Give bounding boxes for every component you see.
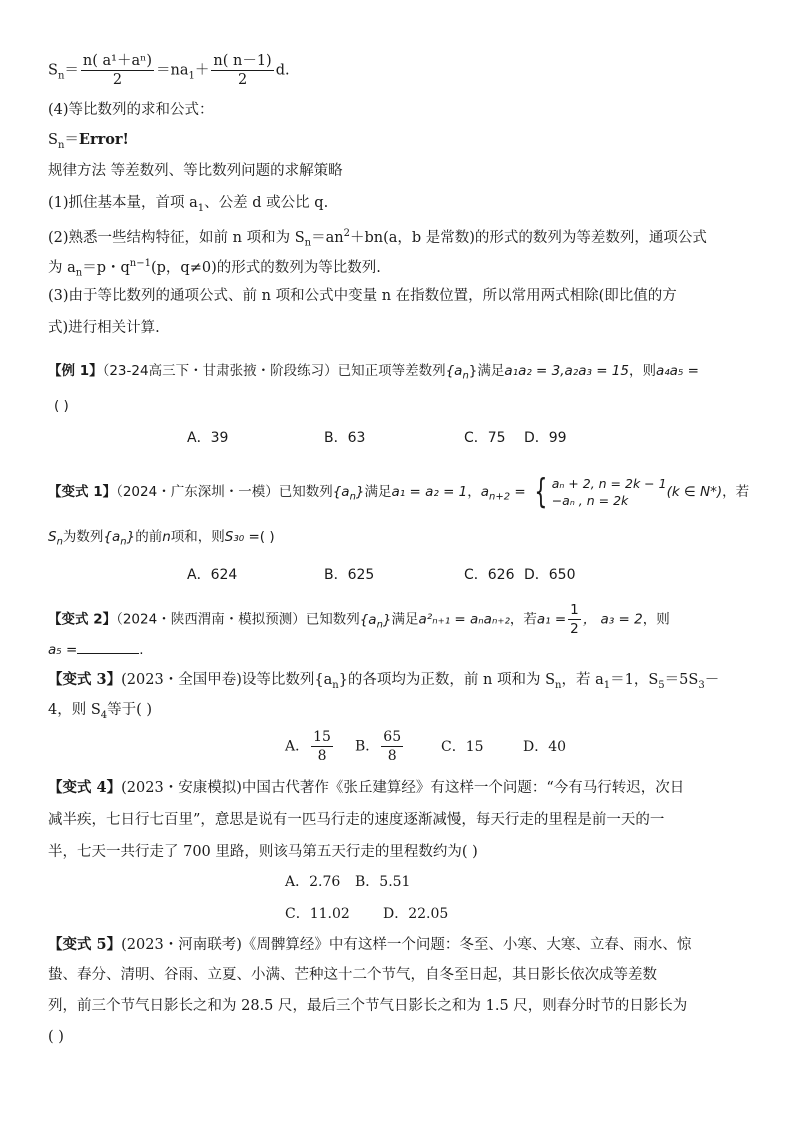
- variant4-line3: 半，七天一共行走了 700 里路，则该马第五天行走的里程数约为( ): [48, 844, 478, 860]
- p2l2-text-b: ＝p・q: [82, 259, 130, 276]
- example1-option-c: C．75: [464, 430, 506, 446]
- variant2-cond: a²ₙ₊₁ = aₙaₙ₊₂: [418, 611, 510, 628]
- example1-source: （23-24高三下・甘肃张掖・阶段练习）: [102, 363, 338, 379]
- variant2-seq: $\{a_n\}$: [359, 611, 392, 631]
- variant5-line3: 列，前三个节气日影长之和为 28.5 尺，最后三个节气日影长之和为 1.5 尺，则春分时节的日影长为: [48, 998, 688, 1014]
- variant1-rec-lhs: a: [480, 484, 490, 500]
- method-title: 规律方法 等差数列、等比数列问题的求解策略: [48, 163, 343, 179]
- variant1-sn: $S_n$: [48, 529, 63, 548]
- example1-tag: 【例 1】: [48, 363, 103, 379]
- variant1-case-1: aₙ + 2, n = 2k − 1: [551, 476, 667, 491]
- v3-opt-a-num: 15: [313, 729, 331, 745]
- formula-plus: ＋: [194, 62, 210, 79]
- v3-opt-b-den: 8: [387, 748, 397, 764]
- variant3-line1: [48, 670, 719, 696]
- variant2-line2: [48, 640, 144, 660]
- variant1-line2a: 为数列: [62, 529, 104, 545]
- variant2-text2: 满足: [391, 611, 419, 628]
- method-point-2-line2: [48, 254, 381, 284]
- variant3-option-b: [355, 728, 405, 765]
- variant1-text: 已知数列: [278, 484, 333, 500]
- example1-ask: a₄a₅ =: [655, 363, 699, 379]
- p2l2-text: 为 a: [48, 259, 76, 276]
- example1-text: 已知正项等差数列: [337, 363, 446, 379]
- variant5-line1: [48, 935, 691, 955]
- sn-sub: n: [57, 139, 65, 151]
- frac1-den: 2: [112, 72, 123, 88]
- v3-sub-n: n: [332, 679, 339, 691]
- variant2-ze: ，则: [642, 611, 670, 628]
- formula-sn: S: [48, 62, 58, 79]
- variant2-ruo: ，若: [509, 611, 537, 628]
- variant3-text2: 4，则 S: [48, 702, 101, 718]
- variant1-tag: 【变式 1】: [48, 484, 117, 500]
- variant1-eq: =: [510, 484, 531, 500]
- sn-eq: ＝: [64, 132, 79, 148]
- variant4-option-b: B．5.51: [355, 874, 411, 890]
- variant4-text1: (2023・安康模拟)中国古代著作《张丘建算经》有这样一个问题：“今有马行转迟，次日: [121, 780, 685, 796]
- variant3-option-c: C．15: [441, 739, 484, 755]
- error-text: Error!: [78, 131, 129, 148]
- variant1-cond: a₁ = a₂ = 1: [391, 484, 468, 500]
- v3-sub-1: 1: [603, 679, 611, 691]
- variant3-text1f: －: [704, 672, 720, 688]
- p1-text: (1)抓住基本量，首项 a: [48, 195, 198, 211]
- variant3-text1: (2023・全国甲卷)设等比数列{a: [121, 672, 333, 688]
- variant1-stem: [48, 472, 750, 512]
- variant1-source: （2024・广东深圳・一模）: [116, 484, 279, 500]
- example1-seq-sub: n: [462, 370, 469, 382]
- left-brace-icon: {: [534, 472, 548, 512]
- p1-text-b: 、公差 d 或公比 q.: [204, 195, 329, 211]
- example1-paren: ( ): [54, 398, 69, 414]
- variant5-text1: (2023・河南联考)《周髀算经》中有这样一个问题：冬至、小寒、大寒、立春、雨水、惊: [121, 937, 692, 953]
- example1-text3: ，则: [628, 363, 656, 379]
- variant2-a1: a₁ =: [536, 611, 567, 628]
- example1-text2: }满足: [468, 363, 505, 379]
- p2-text-c: ＋bn(a，b 是常数)的形式的数列为等差数列，通项公式: [349, 229, 707, 246]
- variant3-text1d: ＝1，S: [610, 672, 659, 688]
- v3-sub-n2: n: [555, 679, 562, 691]
- example1-seq: {a: [445, 363, 463, 379]
- p1-sub: 1: [197, 202, 205, 214]
- variant3-text1e: ＝5S: [664, 672, 699, 688]
- variant4-tag: 【变式 4】: [48, 779, 122, 796]
- v3-opt-a-frac: [311, 728, 333, 765]
- method-point-3-line1: (3)由于等比数列的通项公式、前 n 项和公式中变量 n 在指数位置，所以常用两式相除(即比值的方: [48, 288, 677, 304]
- variant2-end: .: [139, 642, 144, 658]
- variant1-option-c: C．626: [464, 567, 515, 583]
- variant3-option-d: D．40: [523, 739, 567, 755]
- p2l2-sub-n: n: [75, 267, 83, 279]
- frac1-num: n( a¹＋aⁿ): [82, 53, 153, 69]
- answer-blank[interactable]: [77, 653, 139, 654]
- formula-fraction-2: [211, 52, 273, 89]
- variant3-text2b: 等于( ): [107, 702, 153, 718]
- p2l2-sup: n−1: [129, 258, 151, 269]
- p2-text: (2)熟悉一些结构特征，如前 n 项和为 S: [48, 229, 305, 246]
- variant2-source: （2024・陕西渭南・模拟预测）: [116, 611, 306, 628]
- example1-cond: a₁a₂ = 3,a₂a₃ = 15: [504, 363, 629, 379]
- formula-tail: d.: [275, 62, 290, 79]
- example1-option-b: B．63: [324, 430, 366, 446]
- variant1-ruo: ，若: [722, 484, 750, 500]
- variant3-option-a: [285, 728, 335, 765]
- variant5-tag: 【变式 5】: [48, 936, 122, 953]
- variant2-stem: [48, 601, 670, 638]
- v3-opt-b-num: 65: [383, 729, 402, 745]
- p2-text-b: ＝an: [311, 229, 344, 246]
- geom-sum-formula: [48, 130, 129, 156]
- variant4-line2: 减半疾，七日行七百里”，意思是说有一匹马行走的速度逐渐减慢，每天行走的里程是前一天的一: [48, 812, 665, 828]
- variant1-rec-sub: n+2: [489, 491, 511, 503]
- frac2-num: n( n－1): [213, 53, 272, 69]
- v3-opt-a-label: A．: [285, 738, 310, 755]
- variant1-ask: S₃₀ =: [224, 529, 260, 545]
- variant2-a3: ， a₃ = 2: [582, 611, 643, 628]
- variant1-seq: $\{a_n\}$: [332, 484, 365, 503]
- item4-heading: (4)等比数列的求和公式：: [48, 102, 214, 118]
- v3-opt-a-den: 8: [317, 748, 327, 764]
- variant4-line1: [48, 778, 684, 798]
- variant4-option-c: C．11.02: [285, 906, 350, 922]
- variant1-line2b: 的前: [135, 529, 163, 545]
- v3-sub-4: 4: [100, 709, 108, 721]
- variant4-option-a: A．2.76: [285, 874, 341, 890]
- variant3-tag: 【变式 3】: [48, 671, 122, 688]
- formula-fraction-1: [81, 52, 154, 89]
- variant1-n: n: [162, 529, 171, 545]
- variant2-text: 已知数列: [305, 611, 360, 628]
- variant4-option-d: D．22.05: [383, 906, 449, 922]
- formula-mid-sub: 1: [188, 70, 195, 82]
- formula-eq: ＝: [64, 62, 79, 79]
- variant1-cases: [552, 475, 667, 509]
- variant1-comma: ，: [467, 484, 481, 500]
- v3-opt-b-frac: [381, 728, 403, 765]
- variant2-half: [568, 601, 581, 638]
- formula-mid: ＝na: [156, 62, 189, 79]
- variant1-paren: ( ): [259, 529, 275, 545]
- variant3-line2: [48, 700, 152, 726]
- method-point-3-line2: 式)进行相关计算.: [48, 320, 160, 336]
- variant1-option-b: B．625: [324, 567, 375, 583]
- example1-stem: [48, 361, 699, 387]
- variant1-text2: 满足: [364, 484, 392, 500]
- variant3-text1b: }的各项均为正数，前 n 项和为 S: [338, 672, 556, 688]
- method-point-1: [48, 193, 328, 219]
- variant1-cond-k: (k ∈ N*): [666, 484, 723, 500]
- v3-sub-5: 5: [658, 679, 665, 691]
- v3-sub-3: 3: [698, 679, 705, 691]
- variant1-line2: [48, 527, 275, 553]
- half-den: 2: [570, 621, 579, 637]
- variant1-option-d: D．650: [524, 567, 576, 583]
- arith-sum-formula: [48, 52, 290, 89]
- variant2-tag: 【变式 2】: [48, 611, 117, 628]
- p2-sub-n: n: [304, 237, 312, 249]
- variant1-seq2: $\{a_n\}$: [103, 529, 136, 548]
- example1-option-d: D．99: [524, 430, 567, 446]
- frac2-den: 2: [237, 72, 248, 88]
- variant1-option-a: A．624: [187, 567, 238, 583]
- variant1-line2c: 项和，则: [170, 529, 225, 545]
- variant5-line2: 蛰、春分、清明、谷雨、立夏、小满、芒种这十二个节气，自冬至日起，其日影长依次成等差数: [48, 967, 657, 983]
- sn-label: S: [48, 132, 58, 148]
- p2l2-text-c: (p，q≠0)的形式的数列为等比数列.: [150, 259, 381, 276]
- variant3-text1c: ，若 a: [561, 672, 604, 688]
- formula-sub: n: [57, 70, 65, 82]
- variant5-line4: ( ): [48, 1029, 64, 1045]
- half-num: 1: [570, 602, 579, 618]
- method-point-2-line1: [48, 224, 707, 254]
- v3-opt-b-label: B．: [355, 738, 380, 755]
- example1-option-a: A．39: [187, 430, 229, 446]
- p2-sup-2: 2: [343, 228, 350, 239]
- variant2-a5: a₅ =: [48, 642, 78, 658]
- variant1-case-2: −aₙ , n = 2k: [551, 493, 629, 508]
